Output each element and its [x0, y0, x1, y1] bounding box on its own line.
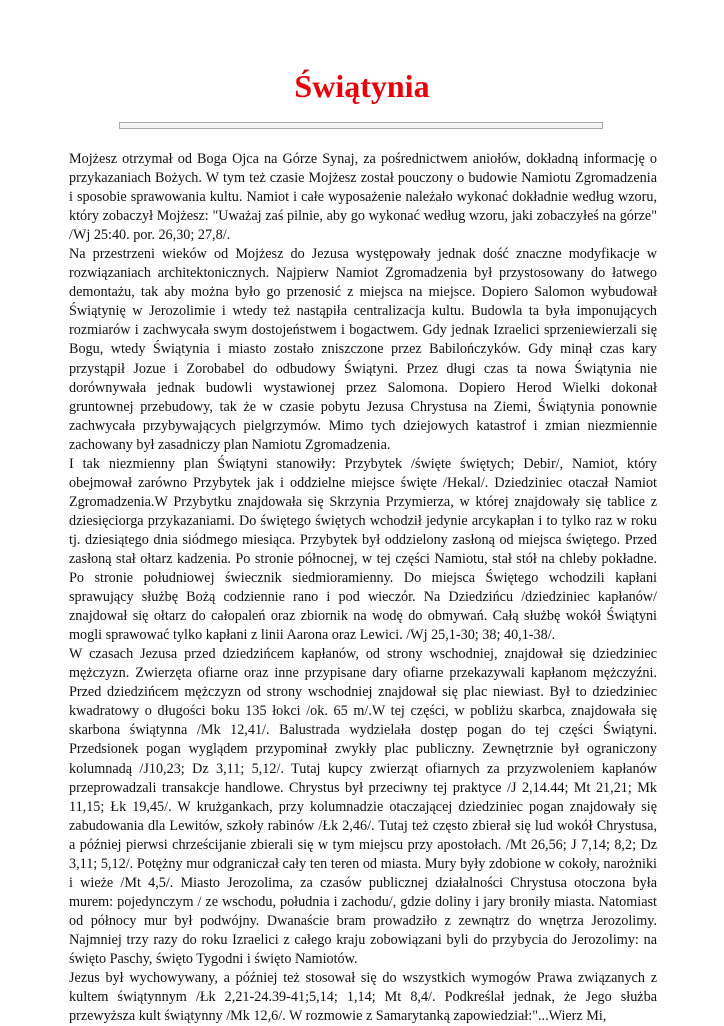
- paragraph: Na przestrzeni wieków od Mojżesz do Jezusa występowały jednak dość znaczne modyfikacje w rozwiązaniach architektonicznych. Najpierw Namiot Zgromadzenia był przystosowany do łatwego demontażu, tak aby można było go przenosić z miejsca na miejsce. Dopiero Salomon wybudował Świątynię w Jerozolimie i wtedy też nastąpiła centralizacja kultu. Budowla ta była imponujących rozmiarów i zachwycała swym dostojeństwem i bogactwem. Gdy jednak Izraelici sprzeniewierzali się Bogu, wtedy Świątynia i miasto zostało zniszczone przez Babilończyków. Gdy minął czas kary przystąpił Jozue i Zorobabel do odbudowy Świątyni. Przez długi czas ta nowa Świątynia nie dorównywała jednak budowli wystawionej przez Salomona. Dopiero Herod Wielki dokonał gruntownej przebudowy, tak że w czasie pobytu Jezusa Chrystusa na Ziemi, Świątynia ponownie zachwycała przybywających pielgrzymów. Mimo tych dziejowych katastrof i zmian niezmiennie zachowany był zasadniczy plan Namiotu Zgromadzenia.: [69, 246, 657, 453]
- paragraph: I tak niezmienny plan Świątyni stanowiły: Przybytek /święte świętych; Debir/, Namiot, który obejmował zarówno Przybytek jak i oddzielne miejsce święte /Hekal/. Dziedziniec otaczał Namiot Zgromadzenia.W Przybytku znajdowała się Skrzynia Przymierza, w której znajdowały się tablice z dziesięciorga przykazaniami. Do świętego świętych wchodził jedynie arcykapłan i to tylko raz w roku tj. dziesiątego dnia siódmego miesiąca. Przybytek był oddzielony zasłoną od miejsca świętego. Przed zasłoną stał ołtarz kadzenia. Po stronie północnej, w tej części Namiotu, stał stół na chleby pokładne. Po stronie południowej świecznik siedmioramienny. Do miejsca Świętego wchodzili kapłani sprawujący służbę Bożą codziennie rano i pod wieczór. Na Dziedzińcu /dziedziniec kapłanów/ znajdował się ołtarz do całopaleń oraz zbiornik na wodę do obmywań. Całą służbę wokół Świątyni mogli sprawować tylko kapłani z linii Aarona oraz Lewici. /Wj 25,1-30; 38; 40,1-38/.: [69, 455, 657, 644]
- paragraph: Jezus był wychowywany, a później też stosował się do wszystkich wymogów Prawa związanych z kultem świątynnym /Łk 2,21-24.39-41;5,14; 1,14; Mt 8,4/. Podkreślał jednak, że Jego służba przewyższa kult świątynny /Mk 12,6/. W rozmowie z Samarytanką zapowiedział:"...Wierz Mi,: [69, 970, 657, 1025]
- title-divider: [119, 122, 603, 129]
- page-title: Świątynia: [294, 68, 430, 104]
- paragraph: W czasach Jezusa przed dziedzińcem kapłanów, od strony wschodniej, znajdował się dziedziniec mężczyzn. Zwierzęta ofiarne oraz inne przypisane dary ofiarne przekazywali kapłanom mężczyźni. Przed dziedzińcem mężczyzn od strony wschodniej znajdował się plac niewiast. Był to dziedziniec kwadratowy o długości boku 135 łokci /ok. 65 m/.W tej części, w pobliżu skarbca, znajdowała się skarbona świątynna /Mk 12,41/. Balustrada wydzielała dostęp pogan do tej części Świątyni. Przedsionek pogan wyglądem przypominał zwykły plac publiczny. Zewnętrznie był ograniczony kolumnadą /J10,23; Dz 3,11; 5,12/. Tutaj kupcy zwierząt ofiarnych za przyzwoleniem kapłanów przeprowadzali transakcje handlowe. Chrystus był przeciwny tej praktyce /J 2,14.44; Mt 21,21; Mk 11,15; Łk 19,45/. W krużgankach, przy kolumnadzie otaczającej dziedziniec pogan znajdowały się zabudowania dla Lewitów, szkoły rabinów /Łk 2,46/. Tutaj też często zbierał się lud wokół Chrystusa, a później pierwsi chrześcijanie zbierali się w tym miejscu przy apostołach. /Mt 26,56; J 7,14; 8,2; Dz 3,11; 5,12/. Potężny mur odgraniczał cały ten teren od miasta. Mury były zdobione w cokoły, narożniki i wieże /Mt 4,5/. Miasto Jerozolima, za czasów publicznej działalności Chrystusa otoczona była murem: pojedynczym / ze wschodu, południa i zachodu/, gdzie doliny i jary broniły miasta. Natomiast od północy mur był podwójny. Dwanaście bram prowadziło z zewnątrz do wnętrza Jerozolimy. Najmniej trzy razy do roku Izraelici z całego kraju zobowiązani byli do przybycia do Jerozolimy: na święto Paschy, święto Tygodni i święto Namiotów.: [69, 646, 657, 967]
- paragraph: Mojżesz otrzymał od Boga Ojca na Górze Synaj, za pośrednictwem aniołów, dokładną informację o przykazaniach Bożych. W tym też czasie Mojżesz został pouczony o budowie Namiotu Zgromadzenia i sposobie sprawowania kultu. Namiot i całe wyposażenie należało wykonać dokładnie według wzoru, który zobaczył Mojżesz: "Uważaj zaś pilnie, aby go wykonać według wzoru, jaki zobaczyłeś na górze" /Wj 25:40. por. 26,30; 27,8/.: [69, 151, 657, 244]
- article-body: [69, 150, 657, 1026]
